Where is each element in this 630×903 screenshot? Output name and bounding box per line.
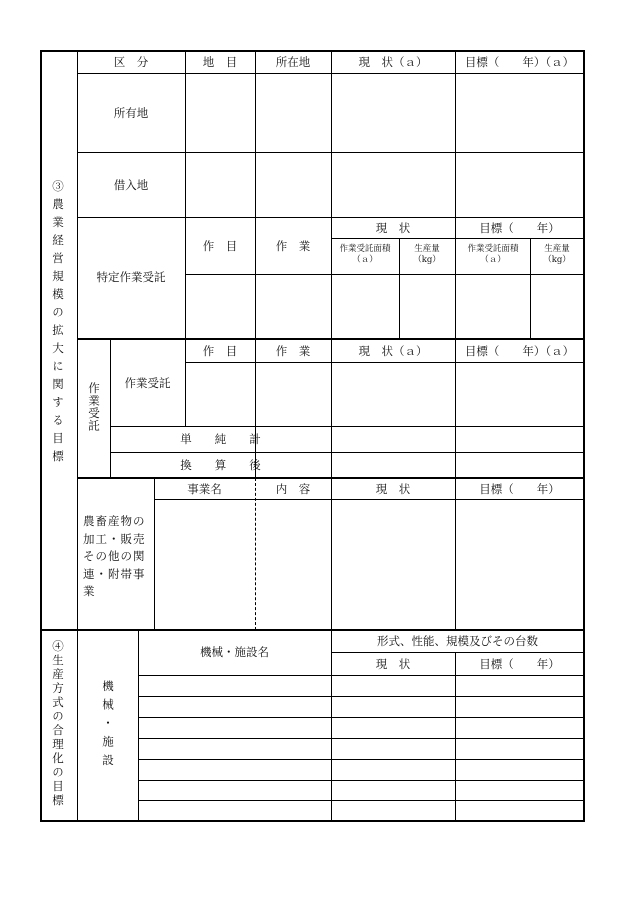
- header-shozaichi: 所在地: [275, 55, 311, 69]
- tokutei-mokuhyo-split-line: [530, 238, 531, 339]
- sagyo-jutaku-header-sagyo: 作 業: [275, 344, 311, 358]
- row-label-tokutei-sagyo-jutaku: 特定作業受託: [96, 270, 166, 284]
- title-column-divider: [77, 50, 78, 821]
- keishiki-header-bottom-line: [331, 652, 584, 653]
- kubun-column-line: [185, 50, 186, 339]
- frame-right-border: [583, 50, 585, 821]
- tokutei-row-bottom-line: [77, 338, 584, 340]
- sagyo-jutaku-outer-label: 作業受託: [87, 382, 101, 432]
- kikai-row-line-3: [138, 738, 584, 739]
- kikai-mokuhyo-column-line: [455, 652, 456, 821]
- tokutei-header-seisanryo-mokuhyo: 生産量（kg）: [543, 244, 571, 265]
- tokutei-genjo-split-line: [399, 238, 400, 339]
- sagyo-jutaku-header-sakumoku: 作 目: [202, 344, 238, 358]
- tokutei-header-seisanryo-genjo: 生産量（kg）: [413, 244, 441, 265]
- kanren-header-bottom-line: [154, 499, 584, 500]
- kikai-header-mokuhyo: 目標（ 年）: [479, 657, 560, 671]
- header-kubun: 区 分: [113, 55, 149, 69]
- kanzan-go-row-top-line: [110, 452, 584, 453]
- sagyo-jutaku-header-genjo: 現 状（ａ）: [358, 344, 428, 358]
- header-genjo: 現 状（ａ）: [358, 55, 428, 69]
- tokutei-header-genjo: 現 状: [375, 221, 411, 235]
- section4-title: ④生産方式の合理化の目標: [51, 640, 65, 808]
- sagyo-jutaku-header-bottom-line: [185, 362, 584, 363]
- kikai-header-keishiki: 形式、性能、規模及びその台数: [377, 634, 538, 648]
- shakunyuchi-row-bottom-line: [77, 217, 584, 218]
- frame-left-border: [40, 50, 42, 821]
- tokutei-data-top-line: [185, 274, 331, 275]
- tokutei-header-menseki-mokuhyo: 作業受託面積（ａ）: [467, 244, 519, 265]
- sagyo-jutaku-header-mokuhyo: 目標（ 年）（ａ）: [464, 344, 575, 358]
- tanjun-kei-row-top-line: [110, 426, 584, 427]
- frame-bottom-border: [40, 820, 585, 822]
- section-divider: [40, 629, 585, 631]
- header-chimoku: 地 目: [202, 55, 238, 69]
- kikai-header-bottom-line: [138, 675, 584, 676]
- row-label-shoyuchi: 所有地: [113, 106, 149, 120]
- kikai-shisetsu-label: 機械・施設: [101, 680, 115, 773]
- tokutei-header-sagyo: 作 業: [275, 239, 311, 253]
- tokutei-subheader-line-2: [331, 274, 584, 275]
- row-label-kanzan-go: 換 算 後: [180, 458, 261, 472]
- row-label-tanjun-kei: 単 純 計: [180, 432, 261, 446]
- mokuhyo-column-line: [455, 50, 456, 630]
- kanren-header-genjo: 現 状: [375, 482, 411, 496]
- tokutei-header-menseki-genjo: 作業受託面積（ａ）: [339, 244, 391, 265]
- shoyuchi-row-bottom-line: [77, 152, 584, 153]
- genjo-column-line: [331, 50, 332, 630]
- kikai-header-genjo: 現 状: [375, 657, 411, 671]
- section3-title: ③農業経営規模の拡大に関する目標: [51, 180, 65, 468]
- kikai-header-meisho: 機械・施設名: [200, 645, 269, 659]
- row-label-shakunyuchi: 借入地: [113, 178, 149, 192]
- kikai-row-line-5: [138, 780, 584, 781]
- kanren-label: 農畜産物の加工・販売その他の関連・附帯事業: [83, 514, 146, 598]
- kikai-row-line-1: [138, 696, 584, 697]
- tokutei-subheader-line-1: [331, 238, 584, 239]
- sagyo-jutaku-inner-label: 作業受託: [124, 376, 171, 390]
- kikai-row-line-4: [138, 759, 584, 760]
- kanren-header-naiyo: 内 容: [275, 482, 311, 496]
- kikai-row-line-6: [138, 800, 584, 801]
- jigyomei-naiyo-dashed-line: [255, 478, 256, 630]
- tokutei-header-mokuhyo: 目標（ 年）: [479, 221, 560, 235]
- tokutei-header-sakumoku: 作 目: [202, 239, 238, 253]
- kanren-header-jigyomei: 事業名: [187, 482, 222, 496]
- kikai-row-line-2: [138, 717, 584, 718]
- header-mokuhyo: 目標（ 年）（ａ）: [464, 55, 575, 69]
- frame-top-border: [40, 50, 585, 52]
- chimoku-column-line: [255, 50, 256, 477]
- kanren-header-mokuhyo: 目標（ 年）: [479, 482, 560, 496]
